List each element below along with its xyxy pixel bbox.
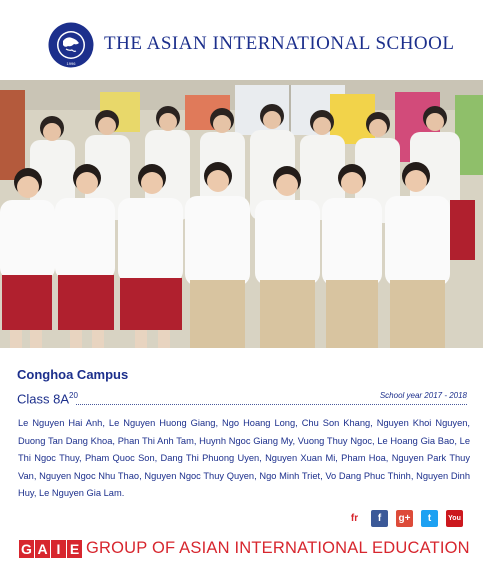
- gaie-letter: E: [67, 540, 82, 558]
- class-size: 20: [69, 391, 78, 400]
- class-group-photo-icon: [0, 80, 483, 348]
- gaie-letter: I: [51, 540, 66, 558]
- student-names: Le Nguyen Hai Anh, Le Nguyen Huong Giang, Ngo Hoang Long, Chu Son Khang, Nguyen Khoi Nguyen, Duong Tan Dang Khoa, Phan Thi Anh Tam, Huynh Ngoc Giang My, Vuong Thuy Ngoc, Le Hoang Gia Bao, Le Thi Ngoc Thuy, Pham Quoc Son, Dang Thi Phuong Uyen, Nguyen Xuan Mi, Pham Hoa, Nguyen Park Thuy Van, Nguyen Ngoc Nhu Thao, Nguyen Ngoc Thuy Quyen, Ngo Minh Triet, Vo Dang Phuc Thinh, Nguyen Dinh Huy, Le Nguyen Gia Lam.: [18, 418, 470, 498]
- facebook-icon[interactable]: f: [371, 510, 388, 527]
- svg-text:1996: 1996: [66, 61, 76, 66]
- school-logo-icon: [48, 22, 94, 68]
- divider: [76, 404, 467, 405]
- class-photo: [0, 80, 483, 348]
- gaie-letter: G: [19, 540, 34, 558]
- twitter-icon[interactable]: t: [421, 510, 438, 527]
- group-name: GROUP OF ASIAN INTERNATIONAL EDUCATION: [86, 539, 470, 557]
- footer-brand: [19, 539, 470, 558]
- header: [0, 0, 483, 80]
- gaie-letter: A: [35, 540, 50, 558]
- fr-icon[interactable]: fr: [346, 510, 363, 527]
- class-name: Class $8A^{20}$: [17, 391, 78, 407]
- school-year: School year 2017 - 2018: [379, 391, 467, 400]
- gaie-logo: [19, 540, 82, 558]
- google-plus-icon[interactable]: g+: [396, 510, 413, 527]
- social-links: [346, 510, 463, 527]
- school-title: THE ASIAN INTERNATIONAL SCHOOL: [104, 33, 455, 54]
- youtube-icon[interactable]: You: [446, 510, 463, 527]
- campus-name: Conghoa Campus: [17, 367, 129, 382]
